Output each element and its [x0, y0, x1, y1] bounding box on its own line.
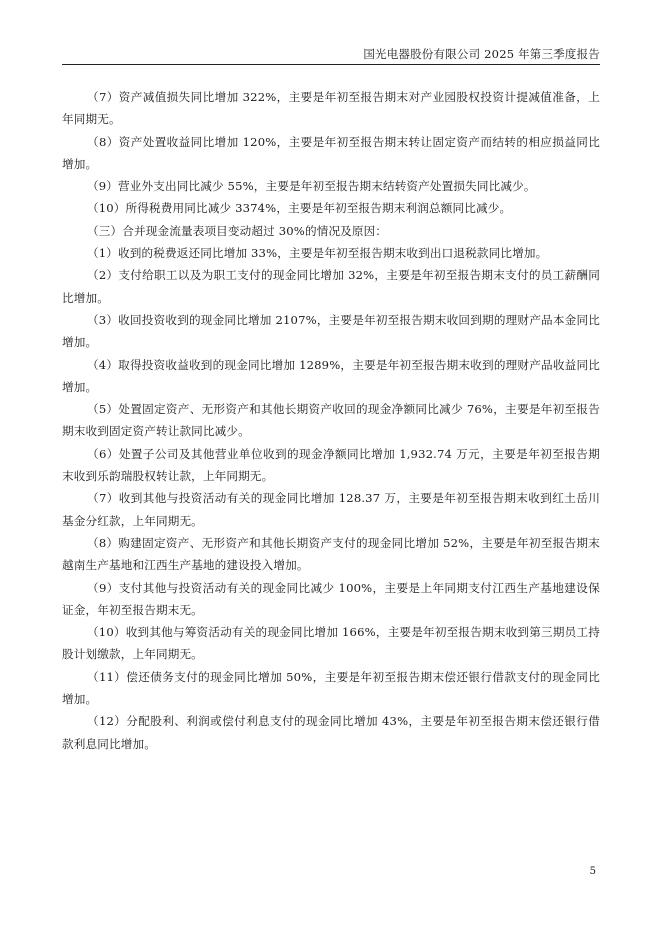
paragraph-cashflow-3: （3）收回投资收到的现金同比增加 2107%，主要是年初至报告期末收回到期的理财产品本金同比增加。: [62, 312, 600, 350]
document-body: [62, 86, 600, 755]
page-number: 5: [589, 866, 596, 877]
section-heading-cashflow: （三）合并现金流量表项目变动超过 30%的情况及原因：: [87, 223, 388, 238]
paragraph-cashflow-11: （11）偿还债务支付的现金同比增加 50%，主要是年初至报告期末偿还银行借款支付的现金同比增加。: [62, 669, 600, 707]
paragraph-cashflow-9: （9）支付其他与投资活动有关的现金同比减少 100%，主要是上年同期支付江西生产基地建设保证金，年初至报告期末无。: [62, 580, 600, 617]
paragraph-cashflow-7: （7）收到其他与投资活动有关的现金同比增加 128.37 万，主要是年初至报告期末收到红土岳川基金分红款，上年同期无。: [62, 491, 600, 528]
paragraph-cashflow-5: （5）处置固定资产、无形资产和其他长期资产收回的现金净额同比减少 76%，主要是年初至报告期末收到固定资产转让款同比减少。: [62, 402, 600, 439]
report-header-title: 国光电器股份有限公司 2025 年第三季度报告: [363, 47, 600, 61]
header-divider: [62, 64, 600, 65]
paragraph-cashflow-1: （1）收到的税费返还同比增加 33%，主要是年初至报告期末收到出口退税款同比增加。: [87, 246, 548, 261]
paragraph-cashflow-2: （2）支付给职工以及为职工支付的现金同比增加 32%，主要是年初至报告期末支付的员工薪酬同比增加。: [62, 268, 600, 305]
paragraph-cashflow-12: （12）分配股利、利润或偿付利息支付的现金同比增加 43%，主要是年初至报告期末偿还银行借款利息同比增加。: [62, 714, 600, 751]
paragraph-cashflow-10: （10）收到其他与筹资活动有关的现金同比增加 166%，主要是年初至报告期末收到第三期员工持股计划缴款，上年同期无。: [62, 625, 600, 662]
paragraph-income-8: （8）资产处置收益同比增加 120%，主要是年初至报告期末转让固定资产而结转的相应损益同比增加。: [62, 134, 600, 171]
paragraph-income-7: （7）资产减值损失同比增加 322%，主要是年初至报告期末对产业园股权投资计提减值准备，上年同期无。: [62, 90, 600, 127]
paragraph-income-9: （9）营业外支出同比减少 55%，主要是年初至报告期末结转资产处置损失同比减少。: [87, 179, 536, 194]
paragraph-cashflow-8: （8）购建固定资产、无形资产和其他长期资产支付的现金同比增加 52%，主要是年初至报告期末越南生产基地和江西生产基地的建设投入增加。: [62, 535, 600, 573]
paragraph-income-10: （10）所得税费用同比减少 3374%，主要是年初至报告期末利润总额同比减少。: [87, 201, 512, 216]
paragraph-cashflow-4: （4）取得投资收益收到的现金同比增加 1289%，主要是年初至报告期末收到的理财产品收益同比增加。: [62, 357, 600, 394]
paragraph-cashflow-6: （6）处置子公司及其他营业单位收到的现金净额同比增加 1,932.74 万元，主要是年初至报告期末收到乐韵瑞股权转让款，上年同期无。: [62, 446, 600, 484]
